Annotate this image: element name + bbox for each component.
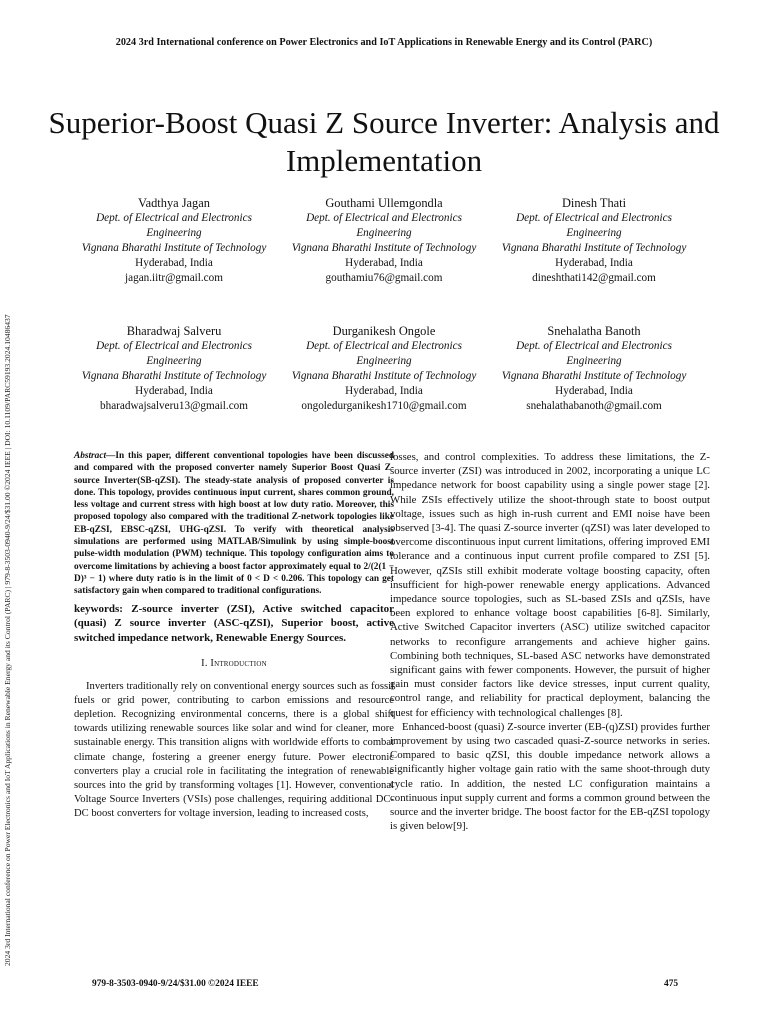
section-heading-introduction: I. Introduction — [201, 658, 267, 670]
author-location: Hyderabad, India — [345, 385, 423, 397]
body-paragraph: Enhanced-boost (quasi) Z-source inverter (EB-(q)ZSI) provides further improvement by using two cascaded quasi-Z-source networks in series. Compared to basic qZSI, this double impedance network allows a significantly higher voltage gain ratio with the same shoot-through duty cycle ratio. In addition, the nested LC configuration maintains a continuous input supply current and forms a common ground between the source and the inverter bridge. The boost factor for the EB-qZSI topology is given below[9]. — [390, 720, 710, 833]
author-institute: Vignana Bharathi Institute of Technology — [291, 242, 477, 254]
author-dept: Dept. of Electrical and Electronics Engineering — [306, 340, 462, 367]
paper-title: Superior-Boost Quasi Z Source Inverter: Analysis and Implementation — [48, 105, 720, 178]
author-location: Hyderabad, India — [135, 385, 213, 397]
author-institute: Vignana Bharathi Institute of Technology — [81, 370, 267, 382]
author-location: Hyderabad, India — [555, 257, 633, 269]
author-block — [284, 195, 484, 286]
author-name: Bharadwaj Salveru — [126, 324, 222, 338]
author-email[interactable]: gouthamiu76@gmail.com — [325, 272, 443, 284]
author-institute: Vignana Bharathi Institute of Technology — [81, 242, 267, 254]
author-location: Hyderabad, India — [135, 257, 213, 269]
author-name: Durganikesh Ongole — [332, 324, 436, 338]
author-dept: Dept. of Electrical and Electronics Engineering — [516, 212, 672, 239]
author-name: Dinesh Thati — [561, 196, 627, 210]
author-block — [74, 195, 274, 286]
author-name: Vadthya Jagan — [138, 196, 210, 210]
author-location: Hyderabad, India — [345, 257, 423, 269]
author-row-2 — [74, 323, 694, 414]
page-number: 475 — [664, 979, 679, 989]
abstract — [74, 450, 394, 598]
footer-isbn: 979-8-3503-0940-9/24/$31.00 ©2024 IEEE — [92, 979, 259, 989]
author-email[interactable]: ongoledurganikesh1710@gmail.com — [301, 400, 467, 412]
keywords: keywords: Z-source inverter (ZSI), Active switched capacitor (quasi) Z source inverter (ASC-qZSI), Superior boost, active switched impedance network, Renewable Energy Sources. — [74, 602, 394, 644]
author-block — [74, 323, 274, 414]
author-dept: Dept. of Electrical and Electronics Engineering — [306, 212, 462, 239]
author-dept: Dept. of Electrical and Electronics Engineering — [96, 212, 252, 239]
side-doi-strip: 2024 3rd International conference on Power Electronics and IoT Applications in Renewable Energy and its Control (PARC) | 979-8-3503-0940-9/24/$31.00 ©2024 IEEE | DOI: 10.1109/PARC59193.2024.10486437 — [3, 314, 12, 966]
author-row-1 — [74, 195, 694, 286]
author-institute: Vignana Bharathi Institute of Technology — [291, 370, 477, 382]
author-name: Snehalatha Banoth — [547, 324, 641, 338]
author-block — [494, 323, 694, 414]
author-name: Gouthami Ullemgondla — [325, 196, 443, 210]
author-dept: Dept. of Electrical and Electronics Engineering — [516, 340, 672, 367]
right-column — [390, 450, 710, 833]
author-institute: Vignana Bharathi Institute of Technology — [501, 370, 687, 382]
body-paragraph: losses, and control complexities. To address these limitations, the Z-source inverter (ZSI) was introduced in 2002, incorporating a unique LC impedance network for boost capability using a single power stage [2]. While ZSIs effectively utilize the shoot-through state to boost output voltage, issues such as high in-rush current and EMI noise have been observed [3-4]. The quasi Z-source inverter (qZSI) was later developed to overcome discontinuous input current limitations, offering improved EMI tolerance and a continuous input current profile compared to ZSI [5]. However, qZSIs still exhibit moderate voltage boosting capacity, often insufficient for high-power renewable energy applications. Advanced impedance source topologies, such as SL-based ZSIs and qZSIs, have been explored to enhance voltage boost capabilities [6-8]. Similarly, Active Switched Capacitor inverters (ASC) utilize switched capacitor networks to reconfigure arrangements and achieve higher gains. Combining both techniques, SL-based ASC networks have demonstrated significant gains with fewer components. However, the pursuit of higher gain must consider factors like device stresses, input current quality, control range, and reliability for practical deployment, balancing the quest for efficiency with technological challenges [8]. — [390, 451, 710, 719]
abstract-text: —In this paper, different conventional topologies have been discussed and compared with the proposed converter namely Superior Boost Quasi Z-source Inverter(SB-qZSI). The steady-state analysis of proposed converter is done. This topology, provides continuous input current, shares common ground, less voltage and current stress with high boost at low duty ratio. Moreover, this proposed topology also compared with the traditional Z-network topologies like EB-qZSI, EBSC-qZSI, UHG-qZSI. To verify with theoretical analysis simulations are performed using MATLAB/Simulink by using simple-boost pulse-width modulation (PWM) technique. This topology configuration aims to overcome limitations by achieving a boost factor approximately equal to 2/(2(1 − D)³ − 1) where duty ratio is in the limit of 0 < D < 0.206. This topology can get satisfactory gain when compared to traditional configurations. — [74, 451, 394, 597]
left-column — [74, 450, 394, 822]
author-block — [494, 195, 694, 286]
author-block — [284, 323, 484, 414]
conference-header: 2024 3rd International conference on Power Electronics and IoT Applications in Renewable Energy and its Control (PARC) — [115, 37, 653, 48]
abstract-label: Abstract — [74, 451, 107, 461]
author-email[interactable]: dineshthati142@gmail.com — [532, 272, 656, 284]
author-email[interactable]: snehalathabanoth@gmail.com — [526, 400, 662, 412]
author-location: Hyderabad, India — [555, 385, 633, 397]
author-email[interactable]: bharadwajsalveru13@gmail.com — [100, 400, 248, 412]
author-institute: Vignana Bharathi Institute of Technology — [501, 242, 687, 254]
author-dept: Dept. of Electrical and Electronics Engineering — [96, 340, 252, 367]
author-email[interactable]: jagan.iitr@gmail.com — [125, 272, 223, 284]
intro-paragraph: Inverters traditionally rely on conventional energy sources such as fossil fuels or grid power, contributing to carbon emissions and resource depletion. Recognizing environmental concerns, there is a global shift towards utilizing renewable sources like solar and wind for cleaner, more sustainable energy. This transition aligns with worldwide efforts to combat climate change, fostering a greener energy future. Power electronic converters play a crucial role in facilitating the integration of renewable sources into the grid by transforming voltages [1]. However, conventional Voltage Source Inverters (VSIs) pose challenges, requiring additional DC-DC boost converters for voltage inversion, leading to increased costs, — [74, 680, 394, 820]
